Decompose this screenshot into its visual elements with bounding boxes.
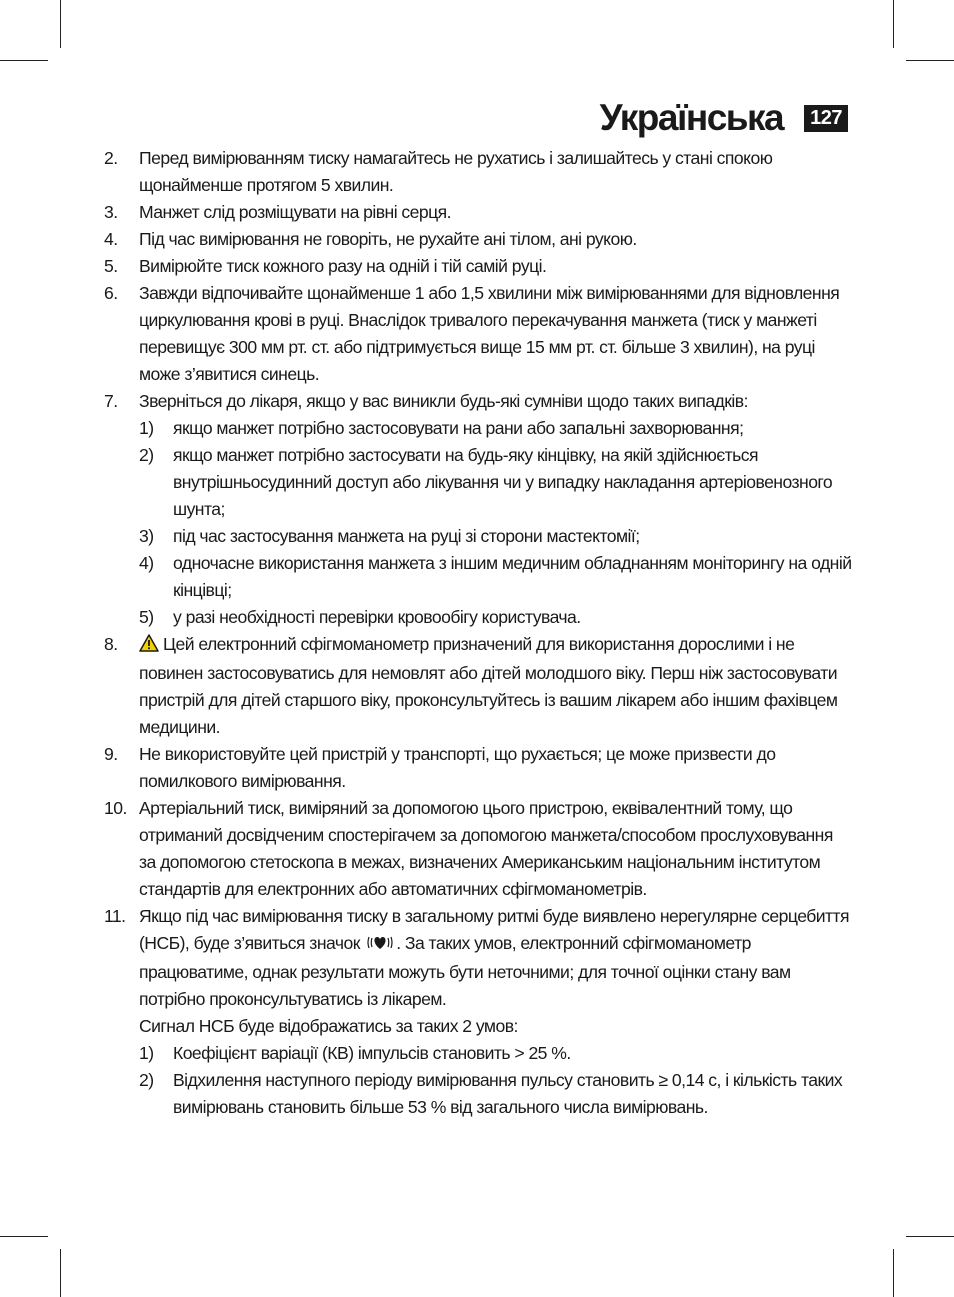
list-item (104, 741, 852, 795)
sub-item-number: 5) (139, 607, 154, 627)
sub-list-item (139, 1040, 852, 1067)
sub-list-item (139, 1067, 852, 1121)
item-text: Завжди відпочивайте щонайменше 1 або 1,5 хвилини між вимірюваннями для відновлення циркулювання крові в руці. Внаслідок тривалого перекачування манжета (тиск у манжеті перевищує 300 мм рт. ст. або підтримується вище 15 мм рт. ст. більше 3 хвилин), на руці може з’явитися синець. (139, 283, 840, 384)
sub-list-item (139, 523, 852, 550)
sub-list-item (139, 415, 852, 442)
sub-item-number: 3) (139, 526, 154, 546)
item-text: Не використовуйте цей пристрій у транспорті, що рухається; це може призвести до помилкового вимірювання. (139, 744, 776, 791)
crop-mark (60, 0, 61, 48)
item-number: 11. (104, 906, 126, 926)
sub-item-text: Коефіцієнт варіації (КВ) імпульсів становить > 25 %. (173, 1043, 571, 1063)
sub-item-text: якщо манжет потрібно застосовувати на рани або запальні захворювання; (173, 418, 744, 438)
sub-item-text: якщо манжет потрібно застосувати на будь-яку кінцівку, на якій здійснюється внутрішньосудинний доступ або лікування чи у випадку накладання артеріовенозного шунта; (173, 445, 833, 519)
item-text-before-icon: Якщо під час вимірювання тиску в загальному ритмі буде виявлено нерегулярне серцебиття (НСБ), буде з’явиться значок (139, 906, 850, 953)
item-number: 9. (104, 744, 118, 764)
crop-mark (0, 60, 48, 61)
item-text-after-icon: . За таких умов, електронний сфігмоманометр працюватиме, однак результати можуть бути неточними; для точної оцінки стану вам потрібно проконсультуватись із лікарем. (139, 933, 791, 1009)
sub-item-number: 2) (139, 445, 154, 465)
item-number: 4. (104, 229, 118, 249)
sub-item-number: 4) (139, 553, 154, 573)
list-item (104, 795, 852, 903)
item-text: Манжет слід розміщувати на рівні серця. (139, 202, 451, 222)
list-item (104, 145, 852, 199)
item-text: Цей електронний сфігмоманометр призначений для використання дорослими і не повинен застосовуватись для немовлят або дітей молодшого віку. Перш ніж застосовувати пристрій для дітей старшого віку, проконсультуйтесь із вашим лікарем або іншим фахівцем медицини. (139, 634, 838, 737)
list-item (104, 631, 852, 741)
sub-item-text: одночасне використання манжета з іншим медичним обладнанням моніторингу на одній кінцівці; (173, 553, 852, 600)
sub-item-number: 1) (139, 418, 154, 438)
crop-mark (0, 1236, 48, 1237)
list-item (104, 253, 852, 280)
item-text: Перед вимірюванням тиску намагайтесь не рухатись і залишайтесь у стані спокою щонайменше протягом 5 хвилин. (139, 148, 773, 195)
item-number: 5. (104, 256, 118, 276)
item-number: 10. (104, 798, 127, 818)
sub-item-number: 1) (139, 1043, 154, 1063)
crop-mark (893, 1249, 894, 1297)
instructions-list (104, 145, 852, 1121)
crop-mark (906, 60, 954, 61)
page-header (600, 96, 848, 140)
sub-list-item (139, 442, 852, 523)
warning-triangle-icon (139, 633, 159, 660)
item-number: 6. (104, 283, 118, 303)
item-number: 7. (104, 391, 118, 411)
sub-list-item (139, 550, 852, 604)
sub-item-text: під час застосування манжета на руці зі сторони мастектомії; (173, 526, 640, 546)
crop-mark (906, 1236, 954, 1237)
item-number: 3. (104, 202, 118, 222)
item-number: 2. (104, 148, 118, 168)
item-paragraph: Сигнал НСБ буде відображатись за таких 2 умов: (139, 1016, 518, 1036)
page-number: 127 (804, 105, 848, 132)
sub-item-text: Відхилення наступного періоду вимірювання пульсу становить ≥ 0,14 с, і кількість таких вимірювань становить більше 53 % від загального числа вимірювань. (173, 1070, 843, 1117)
sub-item-number: 2) (139, 1070, 154, 1090)
list-item (104, 903, 852, 1121)
item-text-with-warning (139, 631, 852, 741)
list-item (104, 388, 852, 631)
sub-item-text: у разі необхідності перевірки кровообігу користувача. (173, 607, 581, 627)
item-number: 8. (104, 634, 118, 654)
irregular-heartbeat-icon (366, 932, 394, 959)
section-title: Українська (599, 97, 784, 138)
item-text: Зверніться до лікаря, якщо у вас виникли будь-які сумніви щодо таких випадків: (139, 391, 748, 411)
list-item (104, 199, 852, 226)
list-item (104, 226, 852, 253)
list-item (104, 280, 852, 388)
item-text: Вимірюйте тиск кожного разу на одній і тій самій руці. (139, 256, 547, 276)
sub-list-item (139, 604, 852, 631)
item-text: Артеріальний тиск, виміряний за допомогою цього пристрою, еквівалентний тому, що отриманий досвідченим спостерігачем за допомогою манжета/способом прослуховування за допомогою стетоскопа в межах, визначених Американським національним інститутом стандартів для електронних або автоматичних сфігмоманометрів. (139, 798, 833, 899)
item-text-with-icon (139, 903, 852, 1013)
crop-mark (893, 0, 894, 48)
item-text: Під час вимірювання не говоріть, не рухайте ані тілом, ані рукою. (139, 229, 637, 249)
crop-mark (60, 1249, 61, 1297)
